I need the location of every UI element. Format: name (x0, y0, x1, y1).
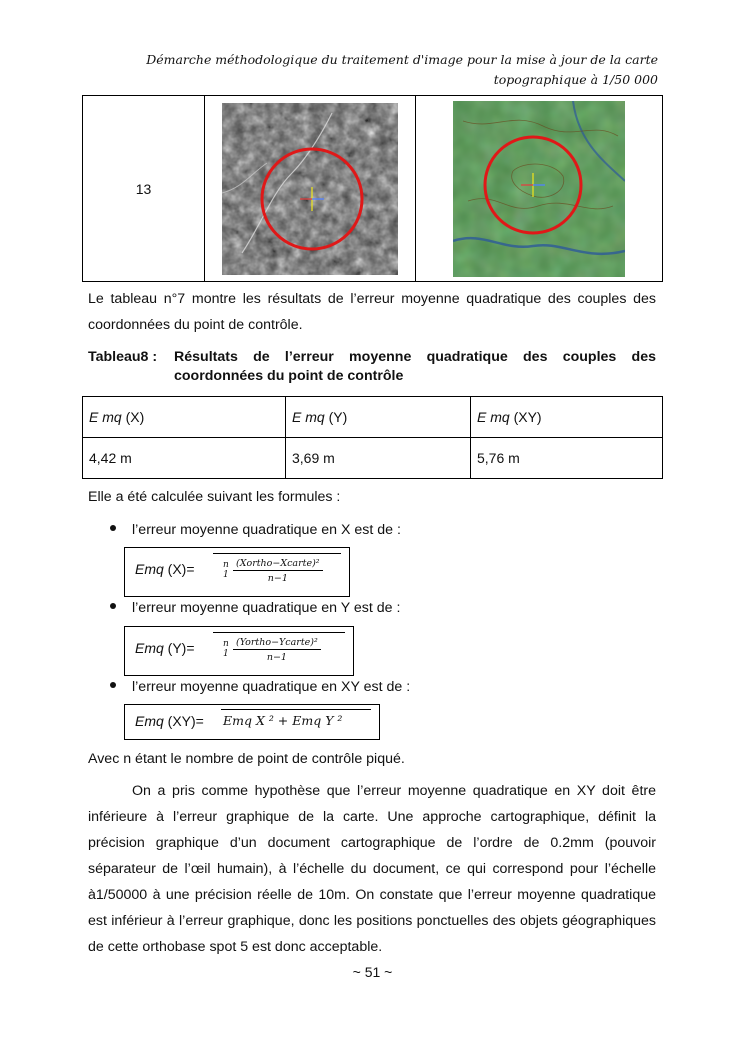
caption-text: Résultats de l’erreur moyenne quadratique des couples des coordonnées du point de contrôle (174, 349, 656, 384)
satellite-image (222, 103, 398, 275)
table-caption (88, 348, 656, 386)
n-note: Avec n étant le nombre de point de contrôle piqué. (88, 751, 405, 767)
bullet-dot (110, 525, 116, 531)
running-header (98, 50, 658, 90)
header-cell-y: E mq (Y) (286, 397, 471, 438)
sqrt-bar (213, 553, 341, 554)
table-row (83, 96, 663, 282)
formula-box-x (124, 547, 350, 597)
value-cell-x: 4,42 m (83, 438, 286, 479)
fraction: (Yortho−Ycarte)² n−1 (233, 637, 321, 663)
row-number: 13 (83, 96, 205, 282)
formula-label: Emq (X)= (135, 561, 195, 577)
formula-label: Emq (XY)= (135, 713, 204, 729)
bullet-text: l’erreur moyenne quadratique en Y est de : (132, 600, 401, 616)
formula-box-y (124, 626, 354, 676)
header-cell-xy: E mq (XY) (471, 397, 663, 438)
table-row (83, 438, 663, 479)
bullet-text: l’erreur moyenne quadratique en X est de : (132, 522, 401, 538)
page-number: ~ 51 ~ (352, 964, 393, 980)
sum-limits: n 1 (223, 560, 229, 580)
bullet-text: l’erreur moyenne quadratique en XY est de : (132, 679, 411, 695)
fraction: (Xortho−Xcarte)² n−1 (233, 558, 323, 584)
table-row (83, 397, 663, 438)
caption-label: Tableau8 : (88, 349, 158, 365)
header-line-1: Démarche méthodologique du traitement d'image pour la mise à jour de la carte (146, 52, 658, 67)
conclusion-paragraph: On a pris comme hypothèse que l’erreur moyenne quadratique en XY doit être inférieure à l’erreur graphique de la carte. Une approche cartographique, définit la précision graphique d’un document cartographique de l’ordre de 0.2mm (pouvoir séparateur de l’œil humain), à l’échelle du document, ce qui correspond pour l’échelle à1/50000 à une précision réelle de 10m. On constate que l’erreur moyenne quadratique est inférieur à l’erreur graphique, donc les positions ponctuelles des objets géographiques de cette orthobase spot 5 est donc acceptable. (88, 783, 656, 955)
header-line-2: topographique à 1/50 000 (493, 72, 658, 87)
intro-paragraph: Le tableau n°7 montre les résultats de l’erreur moyenne quadratique des couples des coordonnées du point de contrôle. (88, 291, 656, 333)
value-cell-xy: 5,76 m (471, 438, 663, 479)
bullet-dot (110, 603, 116, 609)
formula-box-xy (124, 704, 380, 740)
xy-expression: Emq X ² + Emq Y ² (223, 713, 343, 728)
satellite-image-cell (205, 96, 416, 282)
header-cell-x: E mq (X) (83, 397, 286, 438)
sum-limits: n 1 (223, 639, 229, 659)
sqrt-bar (221, 709, 371, 710)
sqrt-bar (213, 632, 345, 633)
control-point-image-table (82, 95, 663, 282)
bullet-item-y (110, 600, 400, 616)
formula-label: Emq (Y)= (135, 640, 195, 656)
bullet-dot (110, 682, 116, 688)
bullet-item-x (110, 522, 401, 538)
rmse-results-table (82, 396, 663, 479)
formula-intro: Elle a été calculée suivant les formules : (88, 489, 341, 505)
bullet-item-xy (110, 679, 410, 695)
value-cell-y: 3,69 m (286, 438, 471, 479)
map-image-cell (416, 96, 663, 282)
topographic-map-image (453, 101, 625, 277)
